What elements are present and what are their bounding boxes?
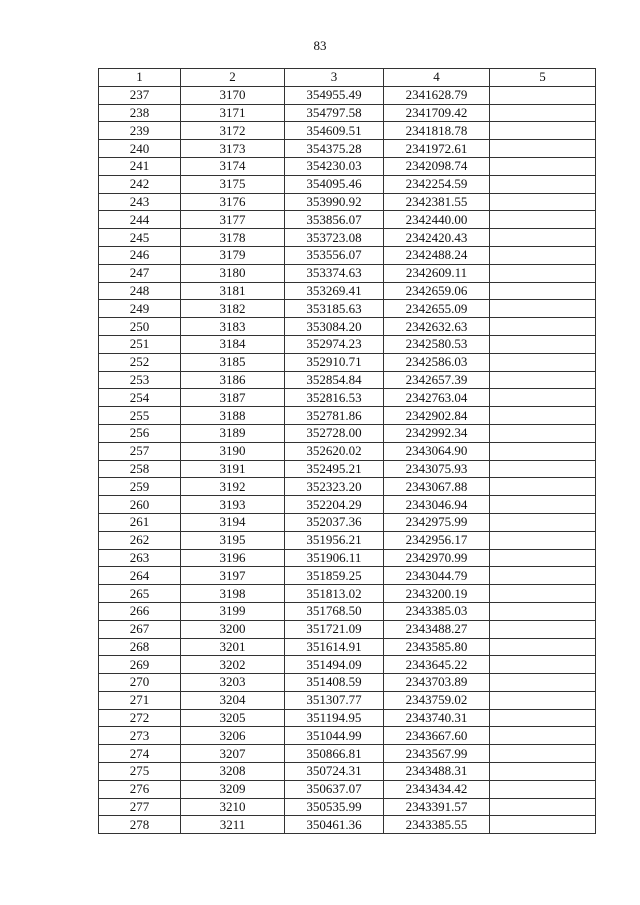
- table-row: [99, 229, 596, 247]
- table-cell: [490, 389, 596, 407]
- table-cell: 2342440.00: [384, 211, 490, 229]
- table-cell: 2342902.84: [384, 407, 490, 425]
- table-cell: 264: [99, 567, 181, 585]
- table-row: [99, 602, 596, 620]
- table-cell: 263: [99, 549, 181, 567]
- table-cell: 351194.95: [285, 709, 384, 727]
- table-row: [99, 798, 596, 816]
- table-cell: 2343488.31: [384, 763, 490, 781]
- table-cell: [490, 513, 596, 531]
- table-cell: 2343740.31: [384, 709, 490, 727]
- table-cell: 256: [99, 424, 181, 442]
- table-cell: 238: [99, 104, 181, 122]
- table-cell: [490, 104, 596, 122]
- table-cell: 2343064.90: [384, 442, 490, 460]
- table-row: [99, 620, 596, 638]
- table-cell: [490, 745, 596, 763]
- table-cell: 350637.07: [285, 780, 384, 798]
- table-cell: 3189: [181, 424, 285, 442]
- table-cell: [490, 674, 596, 692]
- table-cell: [490, 478, 596, 496]
- table-row: [99, 175, 596, 193]
- table-row: [99, 282, 596, 300]
- table-cell: 352728.00: [285, 424, 384, 442]
- table-cell: 354797.58: [285, 104, 384, 122]
- table-cell: 2342609.11: [384, 264, 490, 282]
- page-number: 83: [313, 38, 327, 53]
- table-cell: 354955.49: [285, 86, 384, 104]
- table-cell: 352781.86: [285, 407, 384, 425]
- table-cell: 3201: [181, 638, 285, 656]
- table-cell: 3177: [181, 211, 285, 229]
- table-row: [99, 496, 596, 514]
- table-cell: 268: [99, 638, 181, 656]
- table-cell: [490, 407, 596, 425]
- table-cell: [490, 727, 596, 745]
- table-cell: 3194: [181, 513, 285, 531]
- table-cell: 267: [99, 620, 181, 638]
- table-cell: 2342254.59: [384, 175, 490, 193]
- table-cell: 3208: [181, 763, 285, 781]
- table-row: [99, 211, 596, 229]
- table-cell: 2342657.39: [384, 371, 490, 389]
- table-cell: [490, 691, 596, 709]
- table-cell: 3195: [181, 531, 285, 549]
- table-cell: 3191: [181, 460, 285, 478]
- table-cell: 2342956.17: [384, 531, 490, 549]
- table-cell: 2342488.24: [384, 246, 490, 264]
- table-cell: 352204.29: [285, 496, 384, 514]
- table-cell: 262: [99, 531, 181, 549]
- table-cell: [490, 585, 596, 603]
- table-cell: 2343046.94: [384, 496, 490, 514]
- table-cell: 2342381.55: [384, 193, 490, 211]
- table-cell: [490, 86, 596, 104]
- table-cell: 351307.77: [285, 691, 384, 709]
- table-row: [99, 122, 596, 140]
- table-row: [99, 638, 596, 656]
- table-cell: 2342632.63: [384, 318, 490, 336]
- table-cell: 3183: [181, 318, 285, 336]
- table-cell: 3180: [181, 264, 285, 282]
- table-cell: 2342970.99: [384, 549, 490, 567]
- table-cell: 3186: [181, 371, 285, 389]
- table-cell: [490, 335, 596, 353]
- table-cell: 253: [99, 371, 181, 389]
- table-cell: 354375.28: [285, 140, 384, 158]
- table-cell: 258: [99, 460, 181, 478]
- table-cell: [490, 763, 596, 781]
- table-cell: 3202: [181, 656, 285, 674]
- table-row: [99, 104, 596, 122]
- table-cell: 245: [99, 229, 181, 247]
- table-cell: 3210: [181, 798, 285, 816]
- table-row: [99, 264, 596, 282]
- table-cell: 2342580.53: [384, 335, 490, 353]
- table-cell: 351614.91: [285, 638, 384, 656]
- column-header: 5: [490, 69, 596, 87]
- table-cell: 352323.20: [285, 478, 384, 496]
- table-cell: 2343067.88: [384, 478, 490, 496]
- table-cell: 2342586.03: [384, 353, 490, 371]
- table-cell: 3207: [181, 745, 285, 763]
- table-cell: 273: [99, 727, 181, 745]
- table-cell: 3188: [181, 407, 285, 425]
- table-cell: 269: [99, 656, 181, 674]
- column-header: 2: [181, 69, 285, 87]
- table-cell: [490, 620, 596, 638]
- column-header: 4: [384, 69, 490, 87]
- table-row: [99, 780, 596, 798]
- table-cell: 259: [99, 478, 181, 496]
- table-row: [99, 157, 596, 175]
- table-row: [99, 371, 596, 389]
- table-cell: 3175: [181, 175, 285, 193]
- coordinates-table: [98, 68, 596, 834]
- table-cell: 354230.03: [285, 157, 384, 175]
- table-cell: 3179: [181, 246, 285, 264]
- table-row: [99, 86, 596, 104]
- table-cell: 2343703.89: [384, 674, 490, 692]
- table-cell: 3172: [181, 122, 285, 140]
- table-cell: 248: [99, 282, 181, 300]
- table-cell: 351768.50: [285, 602, 384, 620]
- table-cell: 353723.08: [285, 229, 384, 247]
- table-cell: [490, 567, 596, 585]
- table-row: [99, 727, 596, 745]
- table-cell: 3200: [181, 620, 285, 638]
- table-cell: [490, 282, 596, 300]
- table-row: [99, 335, 596, 353]
- table-cell: 351494.09: [285, 656, 384, 674]
- table-cell: 2342763.04: [384, 389, 490, 407]
- table-cell: 2343488.27: [384, 620, 490, 638]
- table-row: [99, 567, 596, 585]
- table-row: [99, 656, 596, 674]
- table-cell: 353990.92: [285, 193, 384, 211]
- table-cell: 352037.36: [285, 513, 384, 531]
- table-cell: 2341709.42: [384, 104, 490, 122]
- table-row: [99, 300, 596, 318]
- table-cell: 3185: [181, 353, 285, 371]
- table-cell: 352620.02: [285, 442, 384, 460]
- table-row: [99, 549, 596, 567]
- table-cell: 249: [99, 300, 181, 318]
- table-cell: 3209: [181, 780, 285, 798]
- table-cell: 353556.07: [285, 246, 384, 264]
- table-cell: 2343391.57: [384, 798, 490, 816]
- table-cell: 351859.25: [285, 567, 384, 585]
- table-row: [99, 513, 596, 531]
- table-cell: 2343044.79: [384, 567, 490, 585]
- table-cell: 3171: [181, 104, 285, 122]
- table-row: [99, 389, 596, 407]
- table-cell: [490, 300, 596, 318]
- table-cell: 246: [99, 246, 181, 264]
- table-cell: [490, 175, 596, 193]
- table-cell: 2343667.60: [384, 727, 490, 745]
- table-cell: 3204: [181, 691, 285, 709]
- table-cell: [490, 460, 596, 478]
- table-cell: 3173: [181, 140, 285, 158]
- table-cell: [490, 496, 596, 514]
- table-row: [99, 585, 596, 603]
- table-cell: 2342420.43: [384, 229, 490, 247]
- table-row: [99, 478, 596, 496]
- table-cell: [490, 816, 596, 834]
- table-cell: [490, 211, 596, 229]
- table-cell: 2343385.03: [384, 602, 490, 620]
- table-cell: 3176: [181, 193, 285, 211]
- table-cell: 254: [99, 389, 181, 407]
- table-body: [99, 86, 596, 833]
- table-cell: 243: [99, 193, 181, 211]
- table-cell: [490, 318, 596, 336]
- table-row: [99, 763, 596, 781]
- table-row: [99, 709, 596, 727]
- column-header: 3: [285, 69, 384, 87]
- table-cell: 2341972.61: [384, 140, 490, 158]
- table-cell: [490, 442, 596, 460]
- table-cell: [490, 798, 596, 816]
- table-cell: [490, 264, 596, 282]
- table-cell: [490, 371, 596, 389]
- table-cell: 351408.59: [285, 674, 384, 692]
- table-cell: 354609.51: [285, 122, 384, 140]
- table-row: [99, 816, 596, 834]
- table-cell: 3199: [181, 602, 285, 620]
- table-cell: 353185.63: [285, 300, 384, 318]
- table-cell: 252: [99, 353, 181, 371]
- table-cell: 2342655.09: [384, 300, 490, 318]
- table-cell: 266: [99, 602, 181, 620]
- table-cell: 2342659.06: [384, 282, 490, 300]
- table-cell: 3196: [181, 549, 285, 567]
- table-cell: 241: [99, 157, 181, 175]
- table-cell: 353374.63: [285, 264, 384, 282]
- table-cell: 354095.46: [285, 175, 384, 193]
- table-row: [99, 246, 596, 264]
- table-cell: 350724.31: [285, 763, 384, 781]
- table-cell: 3211: [181, 816, 285, 834]
- header-row: [99, 69, 596, 87]
- table-cell: [490, 122, 596, 140]
- table-cell: 2343200.19: [384, 585, 490, 603]
- table-cell: 3184: [181, 335, 285, 353]
- table-row: [99, 745, 596, 763]
- table-cell: 255: [99, 407, 181, 425]
- table-cell: 250: [99, 318, 181, 336]
- table-cell: [490, 353, 596, 371]
- table-cell: 257: [99, 442, 181, 460]
- table-cell: 3178: [181, 229, 285, 247]
- table-row: [99, 531, 596, 549]
- table-cell: [490, 709, 596, 727]
- table-cell: 274: [99, 745, 181, 763]
- table-cell: 350535.99: [285, 798, 384, 816]
- table-cell: 2343759.02: [384, 691, 490, 709]
- table-cell: [490, 549, 596, 567]
- table-row: [99, 691, 596, 709]
- table-cell: 352910.71: [285, 353, 384, 371]
- table-cell: 237: [99, 86, 181, 104]
- table-cell: 2342992.34: [384, 424, 490, 442]
- table-cell: 261: [99, 513, 181, 531]
- table-cell: 2343434.42: [384, 780, 490, 798]
- table-cell: 3187: [181, 389, 285, 407]
- table-cell: 275: [99, 763, 181, 781]
- table-row: [99, 318, 596, 336]
- table-cell: [490, 157, 596, 175]
- table-row: [99, 424, 596, 442]
- table-cell: 3197: [181, 567, 285, 585]
- table-cell: 2342098.74: [384, 157, 490, 175]
- table-cell: 2343645.22: [384, 656, 490, 674]
- table-cell: 351906.11: [285, 549, 384, 567]
- table-header: [99, 69, 596, 87]
- table-cell: [490, 780, 596, 798]
- table-cell: 353856.07: [285, 211, 384, 229]
- table-cell: 352816.53: [285, 389, 384, 407]
- table-cell: 3182: [181, 300, 285, 318]
- table-cell: 352854.84: [285, 371, 384, 389]
- table-cell: 251: [99, 335, 181, 353]
- table-cell: 351813.02: [285, 585, 384, 603]
- table-cell: 278: [99, 816, 181, 834]
- table-row: [99, 674, 596, 692]
- table-cell: 3193: [181, 496, 285, 514]
- table-cell: [490, 140, 596, 158]
- table-row: [99, 460, 596, 478]
- table-cell: [490, 424, 596, 442]
- table-cell: 270: [99, 674, 181, 692]
- table-cell: 2343585.80: [384, 638, 490, 656]
- table-cell: 272: [99, 709, 181, 727]
- table-cell: 2343075.93: [384, 460, 490, 478]
- table-cell: 351721.09: [285, 620, 384, 638]
- table-cell: 276: [99, 780, 181, 798]
- table-cell: [490, 229, 596, 247]
- table-cell: 3181: [181, 282, 285, 300]
- column-header: 1: [99, 69, 181, 87]
- table-cell: [490, 531, 596, 549]
- table-cell: 350461.36: [285, 816, 384, 834]
- table-cell: 271: [99, 691, 181, 709]
- table-cell: 353269.41: [285, 282, 384, 300]
- table-cell: [490, 638, 596, 656]
- table-cell: 3170: [181, 86, 285, 104]
- table-cell: 242: [99, 175, 181, 193]
- table-cell: [490, 602, 596, 620]
- table-cell: 244: [99, 211, 181, 229]
- table-cell: 260: [99, 496, 181, 514]
- table-cell: 3174: [181, 157, 285, 175]
- table-cell: 247: [99, 264, 181, 282]
- table-cell: 2342975.99: [384, 513, 490, 531]
- table-cell: 265: [99, 585, 181, 603]
- table-cell: [490, 246, 596, 264]
- table-cell: 3198: [181, 585, 285, 603]
- table-cell: 2341818.78: [384, 122, 490, 140]
- table-cell: 277: [99, 798, 181, 816]
- table-cell: 2343385.55: [384, 816, 490, 834]
- table-cell: 351044.99: [285, 727, 384, 745]
- table-cell: 350866.81: [285, 745, 384, 763]
- table-cell: 351956.21: [285, 531, 384, 549]
- table-cell: 3205: [181, 709, 285, 727]
- table-cell: 2343567.99: [384, 745, 490, 763]
- table-cell: 2341628.79: [384, 86, 490, 104]
- table-cell: 3203: [181, 674, 285, 692]
- table-row: [99, 407, 596, 425]
- table-cell: 352974.23: [285, 335, 384, 353]
- table-row: [99, 193, 596, 211]
- table-cell: [490, 193, 596, 211]
- table-cell: [490, 656, 596, 674]
- table-cell: 3192: [181, 478, 285, 496]
- table-cell: 3206: [181, 727, 285, 745]
- table-row: [99, 442, 596, 460]
- table-cell: 353084.20: [285, 318, 384, 336]
- table-cell: 239: [99, 122, 181, 140]
- table-cell: 240: [99, 140, 181, 158]
- table-cell: 352495.21: [285, 460, 384, 478]
- table-row: [99, 353, 596, 371]
- table-row: [99, 140, 596, 158]
- table-cell: 3190: [181, 442, 285, 460]
